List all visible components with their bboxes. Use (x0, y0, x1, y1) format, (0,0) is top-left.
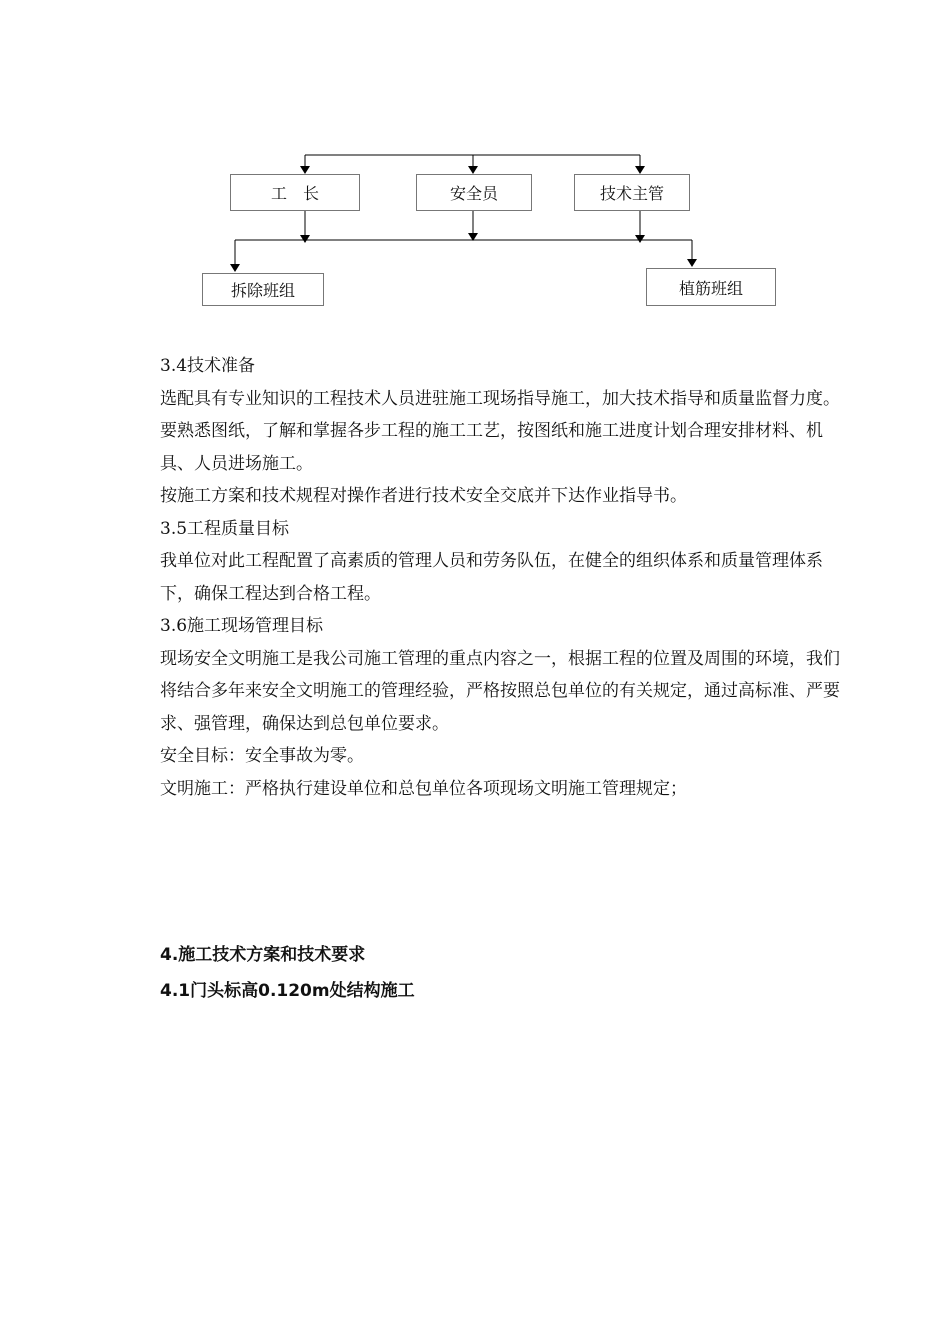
org-chart (0, 0, 950, 320)
paragraph: 选配具有专业知识的工程技术人员进驻施工现场指导施工，加大技术指导和质量监督力度。要熟悉图纸，了解和掌握各步工程的施工工艺，按图纸和施工进度计划合理安排材料、机具、人员进场施工。 (160, 388, 840, 474)
arrow-down-icon (687, 259, 697, 267)
section-heading: 3.4技术准备 (160, 356, 256, 376)
chapter-title: 4.施工技术方案和技术要求 (160, 945, 366, 965)
paragraph: 按施工方案和技术规程对操作者进行技术安全交底并下达作业指导书。 (160, 486, 687, 506)
org-box-technical-director: 技术主管 (574, 174, 690, 211)
arrow-down-icon (468, 166, 478, 174)
paragraph: 文明施工：严格执行建设单位和总包单位各项现场文明施工管理规定； (160, 778, 687, 799)
paragraph: 现场安全文明施工是我公司施工管理的重点内容之一，根据工程的位置及周围的环境，我们将结合多年来安全文明施工的管理经验，严格按照总包单位的有关规定，通过高标准、严要求、强管理，确保达到总包单位要求。 (160, 648, 840, 734)
section-heading: 3.5工程质量目标 (160, 518, 290, 539)
arrow-down-icon (230, 264, 240, 272)
org-box-foreman: 工 长 (230, 174, 360, 211)
arrow-down-icon (635, 166, 645, 174)
body-text (160, 350, 840, 805)
section-heading: 3.6施工现场管理目标 (160, 616, 324, 636)
arrow-down-icon (300, 235, 310, 243)
org-box-demolition-team: 拆除班组 (202, 273, 324, 306)
paragraph: 我单位对此工程配置了高素质的管理人员和劳务队伍，在健全的组织体系和质量管理体系下，确保工程达到合格工程。 (160, 551, 823, 604)
org-chart-connectors (0, 0, 950, 320)
chapter-subtitle: 4.1门头标高0.120m处结构施工 (160, 981, 415, 1001)
paragraph: 安全目标：安全事故为零。 (160, 746, 364, 766)
org-box-safety-officer: 安全员 (416, 174, 532, 211)
org-box-rebar-team: 植筋班组 (646, 268, 776, 306)
arrow-down-icon (300, 166, 310, 174)
arrow-down-icon (635, 235, 645, 243)
